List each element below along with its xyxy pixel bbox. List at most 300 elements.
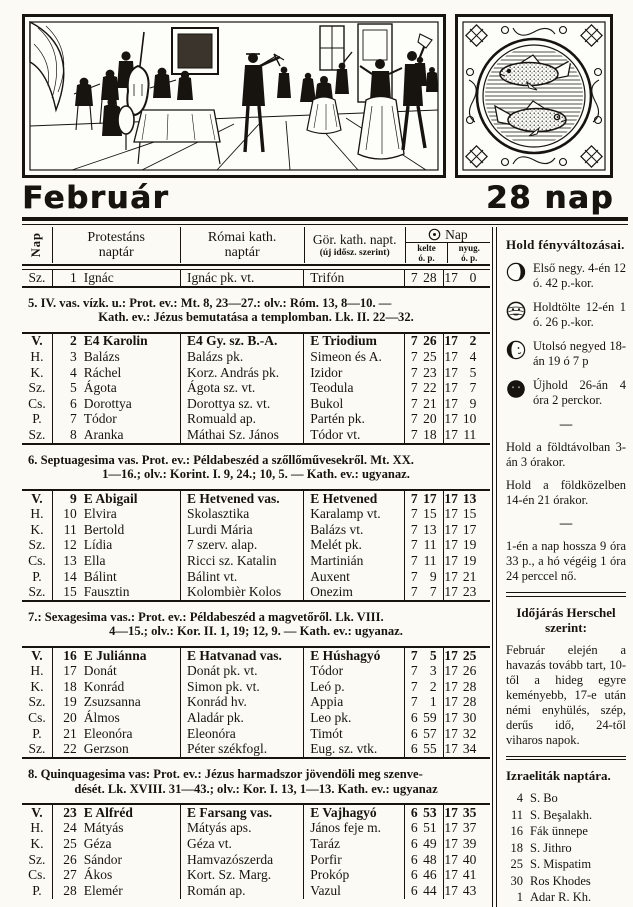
day-number: 18 [63,679,77,694]
weather-forecast-text: Február elején a havazás tovább tart, 10-től a hideg egyre keményebb, 17-e után némi enyhülés, szép, derűs idő, 24-től viharos napok. [506,642,626,747]
sunrise-time [404,506,444,522]
roman-name: Lurdi Mária [180,522,303,538]
protestant-name-cell [52,522,180,538]
greek-name: Timót [303,726,403,742]
day-number: 15 [63,584,77,600]
protestant-name: Konrád [83,679,125,694]
weekday-abbrev: P. [32,725,42,741]
protestant-name-cell [52,695,180,711]
day-number: 1 [70,270,77,285]
day-number: 10 [63,506,77,522]
weekday-abbrev: P. [32,411,42,427]
protestant-name-cell [52,569,180,585]
greek-name: Tódor vt. [303,427,403,443]
calendar-day-row [22,679,490,695]
protestant-name: Fausztin [83,584,130,600]
sunrise-minute: 49 [423,836,437,852]
sun-icon [428,228,441,241]
protestant-name-cell [52,396,180,412]
sunset-hour: 17 [444,836,458,852]
israelite-day-number: 4 [516,791,523,805]
sunset-hour: 17 [444,694,458,710]
calendar-day-row [22,710,490,726]
greek-name: Prokóp [303,867,403,883]
weekday-abbrev: K. [30,364,44,380]
sidebar-rule [506,592,626,597]
protestant-column-header [52,227,180,263]
protestant-name: Ignác [83,270,114,285]
sunset-time [443,569,490,585]
sunrise-time [404,553,444,569]
greek-name: Simeon és A. [303,349,403,365]
calendar-day-row [22,805,490,821]
sunrise-hour: 6 [410,710,418,726]
sunrise-minute: 18 [423,427,437,442]
weekday-abbrev: Sz. [28,537,46,553]
moon-phase-item [506,300,626,330]
sunrise-subheader [406,243,448,263]
day-count-label: 28 nap [485,180,614,216]
sunset-hour: 17 [444,883,458,898]
sunset-minute: 21 [462,568,477,584]
protestant-name-cell [52,726,180,742]
day-number: 2 [70,333,77,349]
greek-name: E Vajhagyó [303,805,403,821]
weekday-abbrev: Cs. [28,395,46,411]
israelite-day-item [506,791,626,806]
protestant-name: Donát [83,663,117,679]
sunset-minute: 28 [462,679,477,694]
weekday-abbrev: Sz. [28,694,46,710]
sunrise-hour: 7 [410,411,418,427]
sunset-minute: 19 [462,553,477,568]
sunset-time [443,349,490,365]
protestant-name-cell [52,867,180,883]
israelite-day-label: Fák ünnepe [530,824,588,838]
sunset-minute: 39 [462,836,477,852]
protestant-name-cell [52,412,180,428]
calendar-day-row [22,412,490,428]
sunrise-hour: 7 [410,395,418,411]
calendar-day-row [22,648,490,664]
protestant-name: Gerzson [83,741,129,757]
protestant-name: Bertold [83,521,125,537]
day-number: 11 [63,521,77,537]
sunset-hour: 17 [444,270,458,285]
greek-name: János feje m. [303,821,403,837]
sunrise-time [404,648,444,664]
calendar-day-row [22,396,490,412]
sunset-minute: 13 [462,490,477,506]
roman-name: Eleonóra [180,726,303,742]
sunrise-label: kelte [417,243,436,253]
note-line: 8. Quinquagesima vas: Prot. ev.: Jézus harmadszor jövendöli meg szenve- [28,767,423,782]
protestant-name: Bálint [83,568,117,584]
roman-name: Ricci sz. Katalin [180,553,303,569]
sun-header-sub [406,243,490,263]
sunset-minute: 40 [462,851,477,867]
roman-header-line2: naptár [224,245,260,260]
israelite-day-label: Adar R. Kh. [530,890,592,904]
sunrise-minute: 20 [423,411,437,427]
protestant-name-cell [52,538,180,554]
protestant-name: Tódor [83,411,117,427]
day-number: 12 [63,537,77,553]
greek-name: Leo pk. [303,710,403,726]
sunset-hour: 17 [444,710,458,726]
israelite-day-item [506,890,626,905]
week-rows-block [22,646,490,759]
protestant-name-cell [52,270,180,286]
sunrise-unit: ó. p. [418,252,435,263]
calendar-day-row [22,334,490,350]
note-line: 5. IV. vas. vízk. u.: Prot. ev.: Mt. 8, 23—27.: olv.: Róm. 13, 8—10. — [28,295,392,310]
protestant-name: Ráchel [83,364,122,380]
sunrise-minute: 23 [423,364,437,380]
day-number: 24 [63,820,77,836]
protestant-name: E Alfréd [83,805,133,820]
sunset-hour: 17 [444,584,458,600]
sunset-hour: 17 [444,364,458,380]
protestant-name: E Juliánna [83,647,147,663]
calendar-week-section [22,767,490,899]
protestant-name-cell [52,821,180,837]
sunset-time [443,805,490,821]
sunrise-time [404,805,444,821]
sunrise-hour: 7 [410,349,418,364]
weekday-abbrev: P. [32,883,42,898]
new-moon-icon [506,378,527,408]
day-number: 8 [70,427,77,442]
sunset-time [443,365,490,381]
sunset-hour: 17 [444,506,458,522]
sunset-unit: ó. p. [461,252,478,263]
sunrise-time [404,726,444,742]
sunrise-time [404,349,444,365]
greek-name: Eug. sz. vtk. [303,741,403,757]
weekday-abbrev: V. [31,805,43,820]
sunset-time [443,664,490,680]
first-quarter-moon-icon [506,261,527,291]
sunset-minute: 2 [469,333,477,349]
sunset-minute: 25 [462,647,477,663]
protestant-name-cell [52,506,180,522]
sunset-time [443,710,490,726]
sunrise-minute: 13 [423,521,437,537]
protestant-name-cell [52,380,180,396]
sunrise-time [404,491,444,507]
calendar-day-row [22,584,490,600]
protestant-name-cell [52,349,180,365]
protestant-name-cell [52,648,180,664]
week-gospel-note [22,453,490,482]
sunrise-hour: 7 [410,364,418,380]
sunrise-minute: 11 [423,537,437,553]
calendar-day-row [22,664,490,680]
sunset-time [443,270,490,286]
day-number: 20 [63,710,77,726]
roman-name: Román ap. [180,883,303,899]
roman-name: Kort. Sz. Marg. [180,867,303,883]
sunset-time [443,412,490,428]
greek-name: E Húshagyó [303,648,403,664]
sunrise-minute: 7 [429,584,437,600]
sunset-hour: 17 [444,851,458,867]
greek-name: Izidor [303,365,403,381]
moon-phase-text: Első negy. 4-én 12 ó. 42 p.-kor. [533,261,626,290]
sunset-time [443,836,490,852]
protestant-name: E4 Karolin [83,333,148,349]
roman-name: E Hatvanad vas. [180,648,303,664]
sunset-time [443,427,490,443]
protestant-name-cell [52,741,180,757]
moon-phase-item [506,261,626,291]
sun-header-top [406,227,490,243]
greek-name: Auxent [303,569,403,585]
protestant-name: Eleonóra [83,725,133,741]
protestant-name-cell [52,664,180,680]
roman-name: 7 szerv. alap. [180,538,303,554]
day-number: 6 [70,395,77,411]
sunset-time [443,538,490,554]
day-number: 5 [70,380,77,396]
sunset-minute: 0 [469,270,477,285]
week-sections [22,296,490,899]
israelite-day-list [506,791,626,905]
roman-name: Ignác pk. vt. [180,270,303,286]
protestant-name: Elvira [83,506,117,522]
sunrise-time [404,569,444,585]
sunrise-minute: 55 [423,741,437,757]
calendar-week-section [22,453,490,602]
day-number: 16 [63,647,77,663]
israelite-day-item [506,808,626,823]
calendar-day-row [22,522,490,538]
sunset-time [443,852,490,868]
sunrise-minute: 25 [423,349,437,364]
day-column-label: Nap [29,232,44,258]
protestant-name: Lídia [83,537,113,553]
sunrise-time [404,883,444,899]
note-line: 6. Septuagesima vas. Prot. ev.: Példabeszéd a szőllőművesekről. Mt. XX. [28,452,414,467]
weekday-abbrev: H. [30,663,44,679]
greek-name: Bukol [303,396,403,412]
note-line: dését. Lk. XVIII. 31—43.; olv.: Kor. I. 13, 1—13. Kath. ev.: ugyanaz [74,781,438,796]
israelite-day-item [506,874,626,889]
sunset-time [443,695,490,711]
sunset-time [443,396,490,412]
weekday-abbrev: V. [31,490,43,506]
sunset-minute: 4 [469,349,477,364]
calendar-day-row [22,695,490,711]
weekday-abbrev: K. [30,679,44,694]
day-length-note: 1-én a nap hossza 9 óra 33 p., a hó végéig 1 óra 24 perccel nő. [506,539,626,583]
calendar-day-row [22,821,490,837]
greek-name: Trifón [303,270,403,286]
protestant-name: Ákos [83,867,113,883]
israelite-day-number: 16 [510,824,523,838]
sunrise-time [404,867,444,883]
sunrise-hour: 7 [410,647,418,663]
protestant-name: Elemér [83,883,123,898]
sunrise-hour: 7 [410,270,418,285]
weekday-abbrev: K. [30,521,44,537]
roman-name: Skolasztika [180,506,303,522]
sunrise-minute: 26 [423,333,437,349]
protestant-name-cell [52,710,180,726]
title-row [22,180,628,216]
weekday-abbrev: H. [30,349,44,364]
sunset-minute: 28 [462,694,477,710]
greek-name: Onezim [303,584,403,600]
sunrise-hour: 7 [410,380,418,396]
day-number: 21 [63,725,77,741]
calendar-day-row [22,836,490,852]
sunrise-minute: 44 [423,883,437,898]
calendar-week-section [22,296,490,445]
protestant-name: Sándor [83,851,123,867]
israelite-day-number: 18 [510,840,523,855]
day-number: 14 [63,568,77,584]
day-number: 26 [63,851,77,867]
weekday-abbrev: V. [31,647,43,663]
sunrise-minute: 3 [429,663,437,679]
sunset-hour: 17 [444,867,458,883]
sunset-hour: 17 [444,663,458,679]
roman-name: E4 Gy. sz. B.-A. [180,334,303,350]
greek-name: Leó p. [303,679,403,695]
protestant-name-cell [52,836,180,852]
weekday-abbrev: Cs. [28,710,46,726]
weekday-abbrev: Sz. [28,270,46,285]
header-illustration [22,14,628,178]
weekday-abbrev: H. [30,506,44,522]
moon-phase-list [506,261,626,408]
sunrise-time [404,821,444,837]
sunrise-hour: 7 [410,427,418,442]
roman-name: Aladár pk. [180,710,303,726]
weekday-abbrev: Sz. [28,380,46,396]
sunrise-minute: 2 [429,679,437,694]
greek-name: E Triodium [303,334,403,350]
sunrise-time [404,852,444,868]
weather-title [506,605,626,635]
sunrise-hour: 6 [410,883,418,898]
protestant-name: Zsuzsanna [83,694,141,710]
roman-name: Bálint vt. [180,569,303,585]
sunrise-minute: 11 [423,553,437,568]
roman-name: Kolombièr Kolos [180,584,303,600]
sunrise-time [404,365,444,381]
sunrise-time [404,710,444,726]
sunset-minute: 15 [462,506,477,522]
sunset-time [443,584,490,600]
protestant-name-cell [52,805,180,821]
sunrise-time [404,522,444,538]
sunrise-minute: 28 [423,270,437,285]
week-gospel-note [22,296,490,325]
sunset-minute: 7 [469,380,477,396]
sunrise-minute: 5 [429,647,437,663]
sunrise-hour: 7 [410,521,418,537]
sunset-hour: 17 [444,537,458,553]
sunrise-minute: 1 [429,694,437,710]
dash-separator: — [559,417,573,431]
weather-title-line2: szerint: [545,619,587,635]
sunset-hour: 17 [444,725,458,741]
full-moon-icon [506,300,527,330]
sunset-minute: 11 [463,427,477,442]
sunset-time [443,883,490,899]
roman-name: Ágota sz. vt. [180,380,303,396]
sunrise-hour: 6 [410,867,418,883]
sunset-hour: 17 [444,679,458,694]
sunset-time [443,741,490,757]
israelite-day-label: Ros Khodes [530,873,591,888]
sunrise-hour: 7 [410,663,418,679]
sunset-time [443,553,490,569]
sidebar-rule [506,756,626,761]
roman-name: Máthai Sz. János [180,427,303,443]
protestant-name: Ella [83,553,106,568]
greek-name: Karalamp vt. [303,506,403,522]
israelite-day-item [506,841,626,856]
protestant-name: Mátyás [83,820,124,836]
week-gospel-note [22,767,490,796]
calendar-day-row [22,538,490,554]
sunrise-hour: 6 [410,805,418,820]
sunrise-hour: 7 [410,568,418,584]
sunrise-time [404,741,444,757]
title-rule [22,217,628,225]
greek-name: E Hetvened [303,491,403,507]
calendar-day-row [22,852,490,868]
calendar-day-row [22,349,490,365]
sunset-minute: 32 [462,725,477,741]
protestant-name: Dorottya [83,395,132,411]
sunset-time [443,334,490,350]
sunset-hour: 17 [444,568,458,584]
protestant-name: Ágota [83,380,117,396]
israelite-day-label: S. Beşalakh. [530,807,593,822]
calendar-day-row [22,883,490,899]
sunset-time [443,821,490,837]
sunrise-minute: 15 [423,506,437,522]
dash-separator: — [559,516,573,530]
protestant-name-cell [52,584,180,600]
weekday-abbrev: K. [30,836,44,852]
sunset-minute: 5 [469,364,477,380]
roman-name: Hamvazószerda [180,852,303,868]
calendar-day-row [22,380,490,396]
roman-name: Konrád hv. [180,695,303,711]
sunset-time [443,506,490,522]
note-line: Kath. ev.: Jézus bemutatása a templomban. Lk. II. 22—32. [98,310,414,325]
protestant-header-line2: naptár [98,245,134,260]
first-day-block [22,270,490,288]
sunrise-time [404,427,444,443]
sunset-minute: 41 [462,867,477,883]
sunrise-hour: 7 [410,506,418,522]
sunset-hour: 17 [444,349,458,364]
moon-phase-text: Újhold 26-án 4 óra 2 perckor. [533,378,626,407]
greek-name: Appia [303,695,403,711]
sunset-minute: 23 [462,584,477,600]
sunrise-hour: 7 [410,490,418,506]
israelite-calendar-title: Izraeliták naptára. [506,768,611,783]
protestant-name-cell [52,365,180,381]
weekday-abbrev: Sz. [28,851,46,867]
